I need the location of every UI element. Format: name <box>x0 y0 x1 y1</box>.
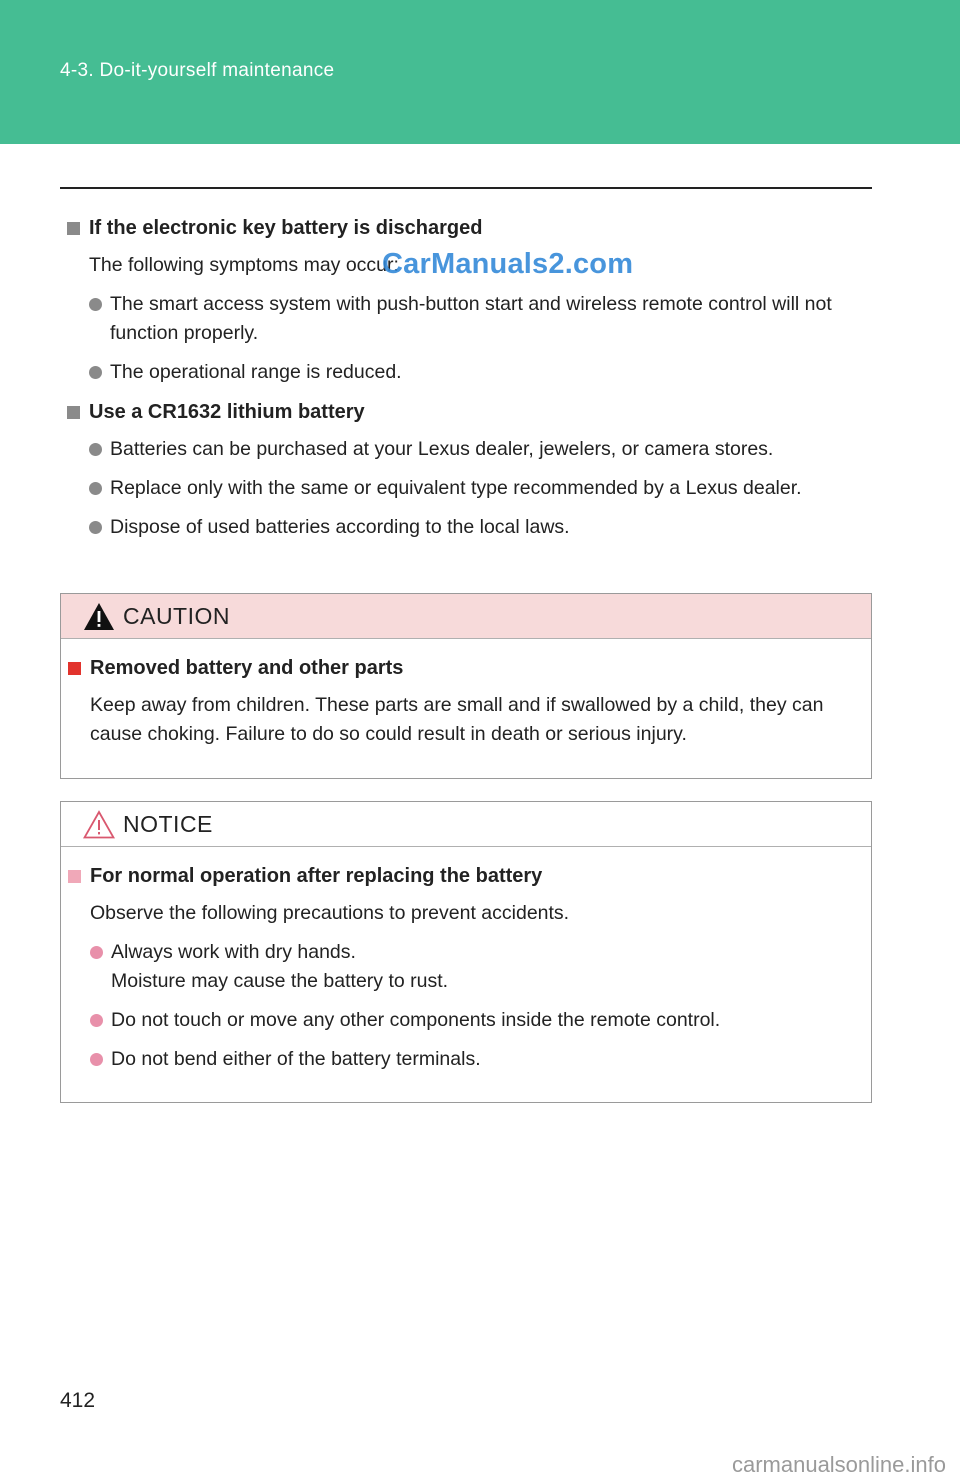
notice-title-text: For normal operation after replacing the battery <box>90 865 543 887</box>
square-bullet-icon <box>67 222 80 235</box>
notice-intro: Observe the following precautions to prevent accidents. <box>90 902 570 924</box>
square-bullet-icon <box>68 662 81 675</box>
warning-triangle-outline-icon <box>83 810 115 839</box>
square-bullet-icon <box>67 406 80 419</box>
section-title <box>67 397 867 427</box>
list-item-text: The smart access system with push-button start and wireless remote control will not function properly. <box>110 293 832 344</box>
list-item <box>90 938 863 996</box>
notice-header <box>61 802 871 847</box>
list-item-text: The operational range is reduced. <box>110 361 402 383</box>
notice-label: NOTICE <box>123 810 213 837</box>
caution-box <box>60 593 872 779</box>
round-bullet-icon <box>89 366 102 379</box>
list-item-text: Batteries can be purchased at your Lexus dealer, jewelers, or camera stores. <box>110 438 774 460</box>
list-item <box>89 513 867 542</box>
list-item <box>90 1045 863 1074</box>
caution-body <box>61 639 871 771</box>
round-bullet-icon <box>89 482 102 495</box>
list-item-line: Always work with dry hands. <box>111 941 356 963</box>
caution-text: Keep away from children. These parts are small and if swallowed by a child, they can cause choking. Failure to do so could result in death or serious injury. <box>90 694 824 745</box>
round-bullet-icon <box>90 1014 103 1027</box>
caution-header <box>61 594 871 639</box>
list-item-text: Replace only with the same or equivalent type recommended by a Lexus dealer. <box>110 477 802 499</box>
list-item-text: Dispose of used batteries according to the local laws. <box>110 516 570 538</box>
page-header <box>0 0 960 144</box>
section-heading: 4-3. Do-it-yourself maintenance <box>60 60 335 81</box>
top-rule <box>60 187 872 189</box>
warning-triangle-icon <box>83 602 115 631</box>
caution-title <box>68 653 863 683</box>
round-bullet-icon <box>90 1053 103 1066</box>
list-item-text <box>111 938 863 996</box>
list-item-text: Do not bend either of the battery terminals. <box>111 1048 481 1070</box>
site-watermark-link[interactable]: carmanualsonline.info <box>731 1452 946 1477</box>
list-item-line: Moisture may cause the battery to rust. <box>111 970 449 992</box>
section-title <box>67 213 867 243</box>
round-bullet-icon <box>89 298 102 311</box>
section-intro: The following symptoms may occur: <box>89 254 399 276</box>
round-bullet-icon <box>89 521 102 534</box>
watermark-link[interactable]: CarManuals2.com <box>382 248 634 280</box>
round-bullet-icon <box>89 443 102 456</box>
list-item <box>90 1006 863 1035</box>
round-bullet-icon <box>90 946 103 959</box>
page-number: 412 <box>60 1389 96 1412</box>
notice-title <box>68 861 863 891</box>
notice-body <box>61 847 871 1096</box>
notice-box <box>60 801 872 1103</box>
caution-title-text: Removed battery and other parts <box>90 657 404 679</box>
list-item <box>89 435 867 464</box>
caution-label: CAUTION <box>123 602 230 629</box>
list-item <box>89 358 867 387</box>
square-bullet-icon <box>68 870 81 883</box>
list-item <box>89 474 867 503</box>
section-title-text: If the electronic key battery is discharged <box>89 217 483 239</box>
section-title-text: Use a CR1632 lithium battery <box>89 401 365 423</box>
list-item <box>89 290 867 348</box>
list-item-text: Do not touch or move any other components inside the remote control. <box>111 1009 721 1031</box>
